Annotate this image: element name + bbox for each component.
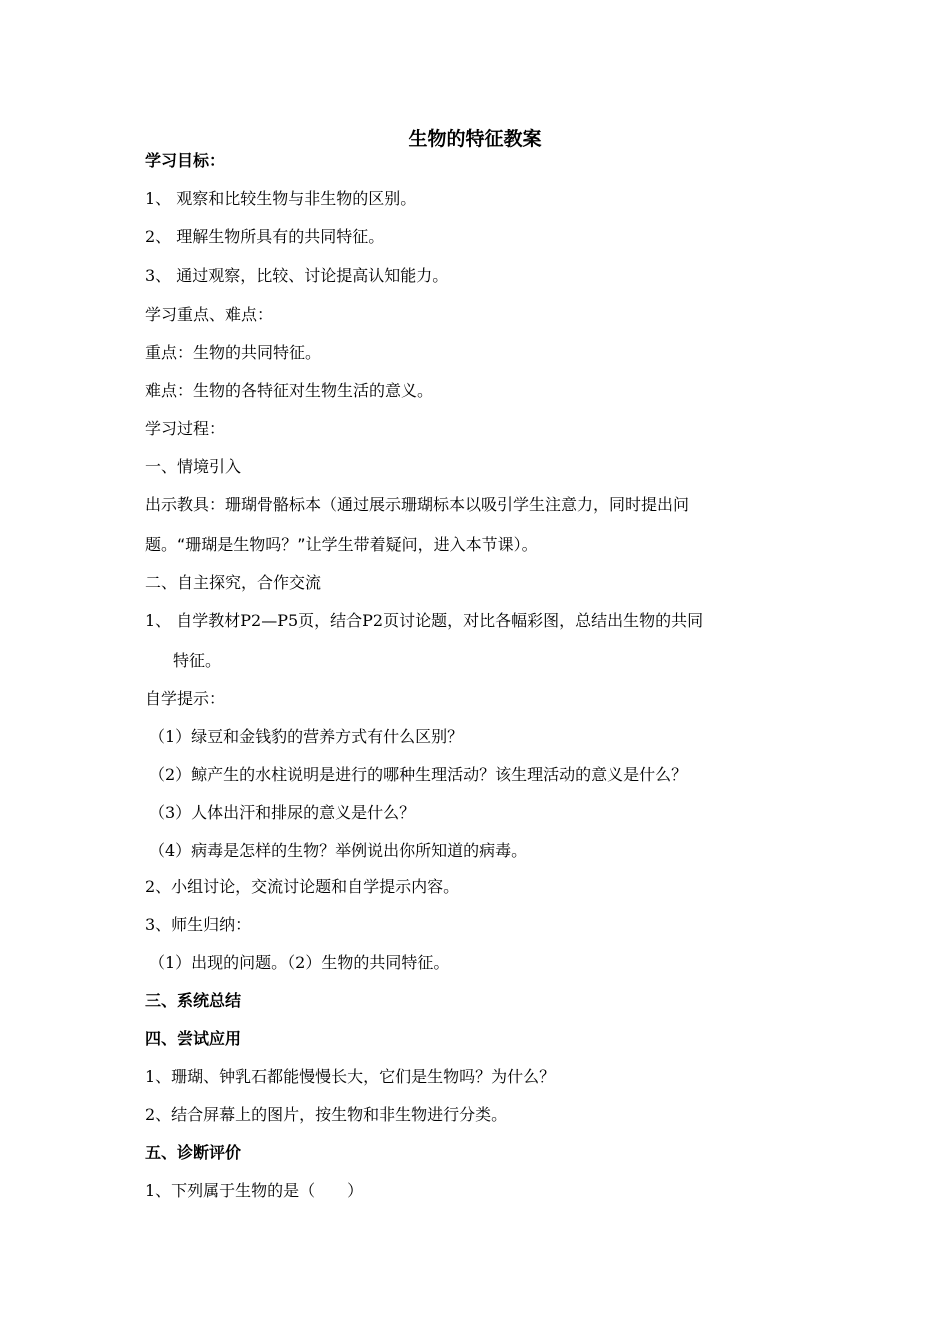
hint-3: （3）人体出汗和排尿的意义是什么？ [149, 803, 416, 822]
section-heading-process: 学习过程： [145, 419, 226, 438]
application-question-1: 1、珊瑚、钟乳石都能慢慢长大，它们是生物吗？为什么？ [145, 1067, 556, 1086]
section-heading-keypoints: 学习重点、难点： [145, 305, 274, 324]
section-heading-objectives: 学习目标： [145, 151, 226, 170]
application-question-2: 2、结合屏幕上的图片，按生物和非生物进行分类。 [145, 1105, 508, 1124]
summary-points: （1）出现的问题。（2）生物的共同特征。 [149, 953, 450, 972]
objective-1: 1、 观察和比较生物与非生物的区别。 [145, 189, 417, 208]
hint-1: （1）绿豆和金钱豹的营养方式有什么区别？ [149, 727, 464, 746]
step-heading-explore: 二、自主探究，合作交流 [145, 573, 322, 592]
intro-paragraph-line-1: 出示教具：珊瑚骨骼标本（通过展示珊瑚标本以吸引学生注意力，同时提出问 [145, 495, 690, 514]
section-heading-application: 四、尝试应用 [145, 1029, 242, 1048]
objective-3: 3、 通过观察，比较、讨论提高认知能力。 [145, 266, 449, 285]
step-heading-intro: 一、情境引入 [145, 457, 242, 476]
section-heading-summary: 三、系统总结 [145, 991, 242, 1010]
keypoint-focus: 重点：生物的共同特征。 [145, 343, 322, 362]
evaluation-question-1: 1、下列属于生物的是（ ） [145, 1181, 364, 1200]
section-heading-evaluation: 五、诊断评价 [145, 1143, 242, 1162]
explore-item-1-line-2: 特征。 [173, 651, 222, 670]
explore-item-3: 3、师生归纳： [145, 915, 252, 934]
explore-item-2: 2、小组讨论，交流讨论题和自学提示内容。 [145, 877, 460, 896]
self-study-hints-heading: 自学提示： [145, 689, 226, 708]
explore-item-1-line-1: 1、 自学教材P2—P5页，结合P2页讨论题，对比各幅彩图，总结出生物的共同 [145, 611, 704, 630]
hint-2: （2）鲸产生的水柱说明是进行的哪种生理活动？该生理活动的意义是什么？ [149, 765, 688, 784]
hint-4: （4）病毒是怎样的生物？举例说出你所知道的病毒。 [149, 841, 528, 860]
document-title: 生物的特征教案 [408, 128, 542, 150]
objective-2: 2、 理解生物所具有的共同特征。 [145, 227, 385, 246]
keypoint-difficulty: 难点：生物的各特征对生物生活的意义。 [145, 381, 434, 400]
intro-paragraph-line-2: 题。“珊瑚是生物吗？”让学生带着疑问，进入本节课）。 [145, 535, 538, 554]
